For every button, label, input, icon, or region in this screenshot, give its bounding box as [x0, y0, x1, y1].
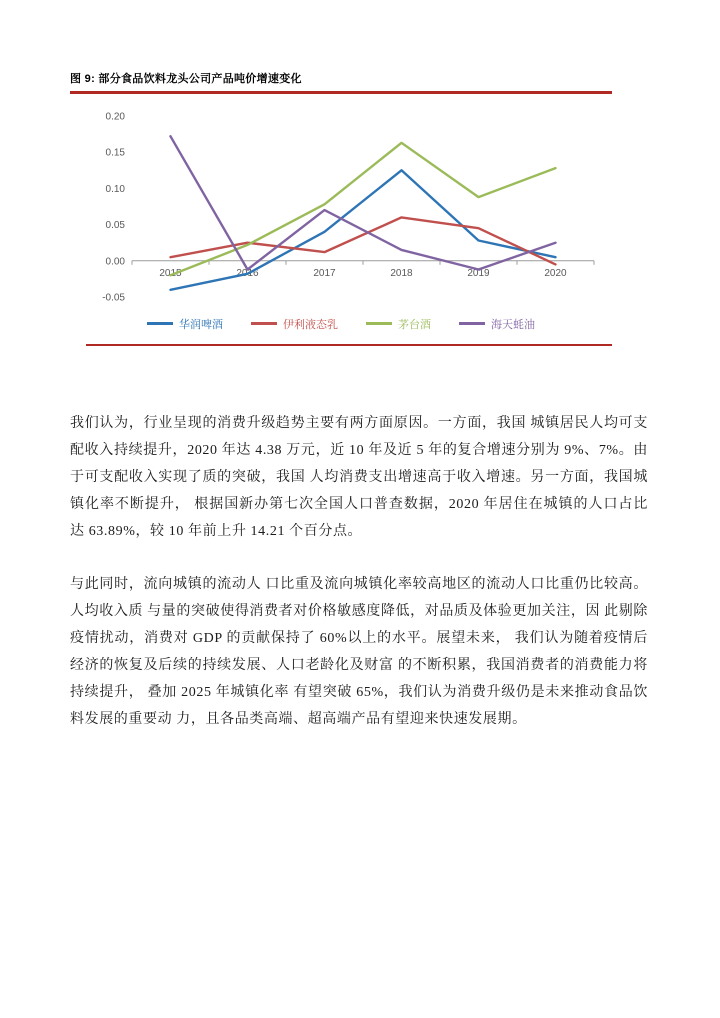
svg-text:2017: 2017: [313, 267, 336, 279]
legend-marker: [366, 322, 392, 325]
legend-item: [366, 316, 431, 332]
svg-text:2016: 2016: [236, 267, 259, 279]
chart-area: [70, 94, 612, 332]
legend-label: 海天蚝油: [491, 318, 535, 331]
svg-text:-0.05: -0.05: [102, 292, 125, 303]
legend-marker: [251, 322, 277, 325]
svg-text:0.10: 0.10: [105, 183, 125, 195]
legend-item: [147, 316, 223, 332]
svg-text:2020: 2020: [544, 267, 567, 279]
svg-text:2018: 2018: [390, 267, 413, 279]
legend-label: 茅台酒: [398, 318, 431, 331]
svg-text:0.15: 0.15: [105, 147, 125, 159]
legend-marker: [147, 322, 173, 325]
svg-text:0.00: 0.00: [105, 255, 125, 267]
line-chart: [84, 102, 604, 302]
legend-marker: [459, 322, 485, 325]
legend-item: [251, 316, 338, 332]
chart-legend: [70, 316, 612, 332]
figure-block: [70, 70, 612, 346]
svg-text:2015: 2015: [159, 267, 182, 279]
svg-text:2019: 2019: [467, 267, 490, 279]
figure-title: 图 9: 部分食品饮料龙头公司产品吨价增速变化: [70, 73, 302, 85]
paragraph-1: 我们认为，行业呈现的消费升级趋势主要有两方面原因。一方面，我国 城镇居民人均可支配收入持续提升，2020 年达 4.38 万元，近 10 年及近 5 年的复合增速分别为 9%、7%。由于可支配收入实现了质的突破，我国 人均消费支出增速高于收入增速。另一方面，我国城镇化率不断提升， 根据国新办第七次全国人口普查数据，2020 年居住在城镇的人口占比达 63.89%，较 10 年前上升 14.21 个百分点。: [70, 416, 648, 539]
legend-label: 华润啤酒: [179, 318, 223, 331]
legend-label: 伊利液态乳: [283, 318, 338, 331]
paragraph-2: 与此同时，流向城镇的流动人 口比重及流向城镇化率较高地区的流动人口比重仍比较高。人均收入质 与量的突破使得消费者对价格敏感度降低，对品质及体验更加关注，因 此剔除疫情扰动，消费对 GDP 的贡献保持了 60%以上的水平。展望未来， 我们认为随着疫情后经济的恢复及后续的持续发展、人口老龄化及财富 的不断积累，我国消费者的消费能力将持续提升， 叠加 2025 年城镇化率 有望突破 65%，我们认为消费升级仍是未来推动食品饮料发展的重要动 力，且各品类高端、超高端产品有望迎来快速发展期。: [70, 577, 648, 727]
svg-text:0.05: 0.05: [105, 219, 125, 231]
svg-text:0.20: 0.20: [105, 111, 125, 122]
body-text: [70, 410, 648, 733]
legend-item: [459, 316, 535, 332]
figure-bottom-rule: [86, 344, 612, 347]
